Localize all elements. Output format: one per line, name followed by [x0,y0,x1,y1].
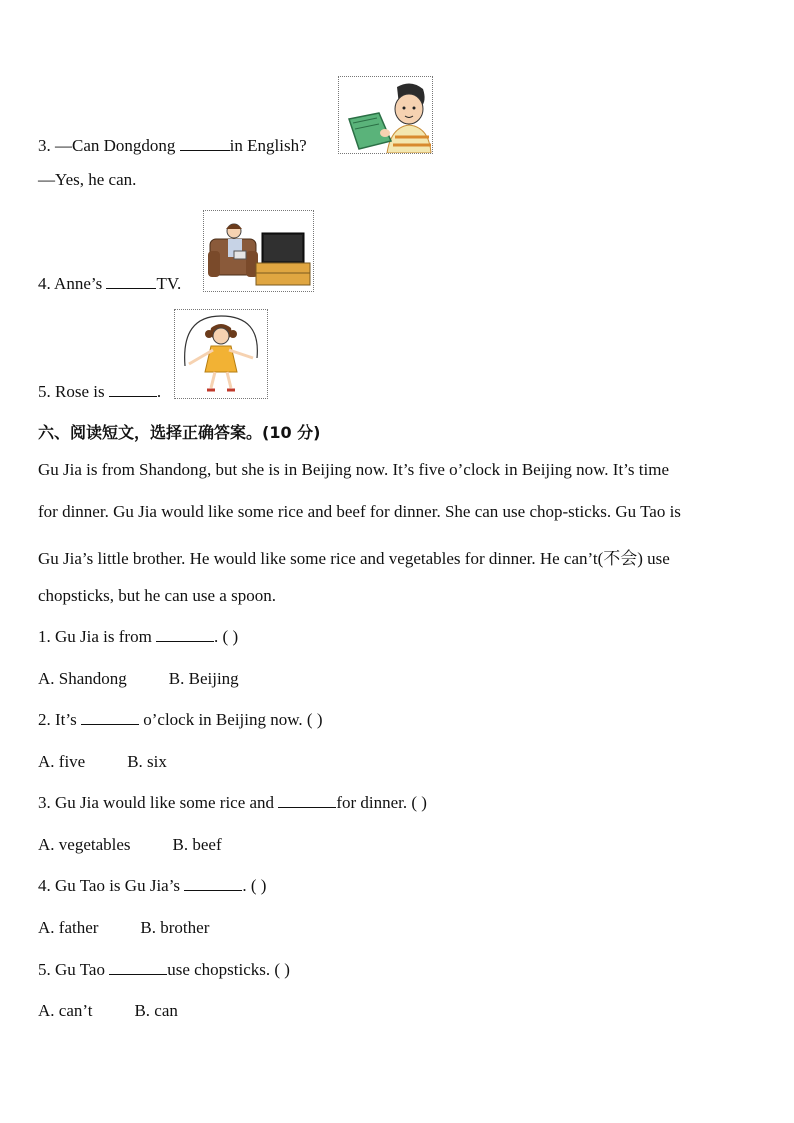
answer-blank[interactable] [180,136,230,151]
reading-question-4 [38,876,266,896]
reading-options-5 [38,1001,178,1021]
question-3-suffix: in English? [229,136,307,155]
question-4-suffix: TV. [156,274,182,293]
passage-line-1: Gu Jia is from Shandong, but she is in Beijing now. It’s five o’clock in Beijing now. It’s time [38,460,669,479]
reading-options-4 [38,918,209,938]
question-text: 2. It’s [38,710,81,729]
question-4-line [38,274,181,294]
skipping-rope-picture [174,309,268,399]
option-b[interactable]: B. can [134,1001,178,1020]
question-3-line [38,136,307,156]
option-a[interactable]: A. Shandong [38,669,127,688]
reading-question-2 [38,710,322,730]
reading-question-1 [38,627,238,647]
question-text: 3. Gu Jia would like some rice and [38,793,279,812]
option-a[interactable]: A. five [38,752,86,771]
option-a[interactable]: A. can’t [38,1001,93,1020]
question-5-line [38,382,161,402]
question-5-suffix: . [156,382,162,401]
question-suffix: o’clock in Beijing now. ( ) [138,710,323,729]
answer-blank[interactable] [81,710,139,725]
answer-blank[interactable] [184,876,242,891]
question-suffix: for dinner. ( ) [336,793,427,812]
answer-blank[interactable] [109,960,167,975]
answer-blank[interactable] [278,793,336,808]
reading-question-5 [38,960,290,980]
option-b[interactable]: B. beef [172,835,222,854]
question-text: 4. Gu Tao is Gu Jia’s [38,876,185,895]
question-text: 1. Gu Jia is from [38,627,157,646]
passage-line-2: for dinner. Gu Jia would like some rice and beef for dinner. She can use chop-sticks. Gu Tao is [38,502,681,521]
question-suffix: use chopsticks. ( ) [167,960,290,979]
question-suffix: . ( ) [242,876,267,895]
boy-reading-picture [338,76,433,154]
reading-question-3 [38,793,427,813]
option-b[interactable]: B. six [127,752,167,771]
answer-blank[interactable] [106,274,156,289]
option-b[interactable]: B. brother [140,918,210,937]
question-suffix: . ( ) [214,627,239,646]
reading-options-3 [38,835,222,855]
passage-line-3: Gu Jia’s little brother. He would like some rice and vegetables for dinner. He can’t(不会) use [38,549,670,568]
question-3-prefix: 3. —Can Dongdong [38,136,180,155]
question-text: 5. Gu Tao [38,960,110,979]
reading-options-2 [38,752,167,772]
section-heading: 六、阅读短文，选择正确答案。(10 分) [38,423,321,442]
question-5-prefix: 5. Rose is [38,382,109,401]
option-a[interactable]: A. father [38,918,99,937]
option-a[interactable]: A. vegetables [38,835,131,854]
answer-blank[interactable] [109,382,157,397]
question-3-answer: —Yes, he can. [38,170,137,189]
reading-options-1 [38,669,239,689]
option-b[interactable]: B. Beijing [168,669,239,688]
passage-line-4: chopsticks, but he can use a spoon. [38,586,276,605]
watching-tv-picture [203,210,314,292]
question-4-prefix: 4. Anne’s [38,274,107,293]
answer-blank[interactable] [156,627,214,642]
